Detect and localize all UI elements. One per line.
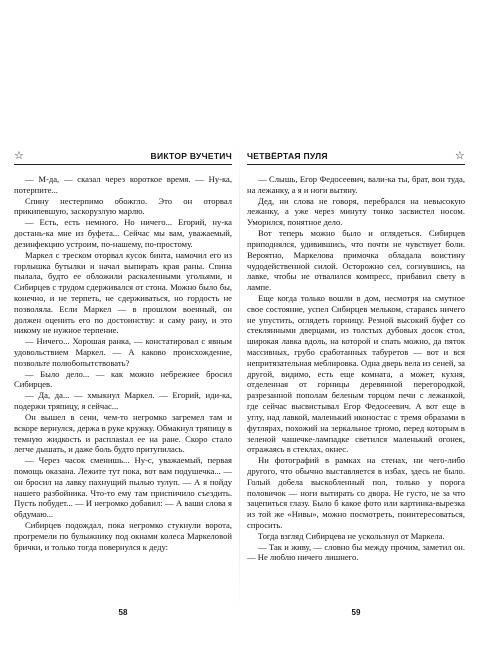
right-header-title: ЧЕТВЁРТАЯ ПУЛЯ [247, 151, 328, 161]
right-running-header [247, 150, 465, 165]
paragraph: — Через часок сменишь... Ну-с, уважаемый, первая помощь оказана. Лежите тут пока, вот вам подушечка... — он бросил на лавку пахнущий пылью тулуп. — А я пойду нашего разбойника. Что-то ему там приспичило съездить. Пусть побудет... — И негромко добавил: — А ваши слова я обдумаю... [14, 455, 232, 520]
paragraph: — Слышь, Егор Федосеевич, вали-ка ты, брат, вон туда, на лежанку, а я и ноги вытяну. [247, 174, 465, 195]
paragraph: Тогда взгляд Сибирцева не ускользнул от Маркела. [258, 530, 445, 541]
paragraph: — Так и живу, — словно бы между прочим, заметил он. — Не люблю ничего лишнего. [247, 541, 465, 563]
right-page-number: 59 [351, 608, 361, 617]
left-page-text [14, 174, 232, 599]
book-gutter [239, 140, 240, 610]
paragraph: — Было дело... — как можно небрежнее бросил Сибирцев. [14, 368, 232, 390]
paragraph: — Есть, есть немного. Но ничего... Егорий, ну-ка достань-ка мне из буфета... Сейчас мы вам, уважаемый, дезинфекцию устроим, по-нашему, по-простому. [14, 217, 232, 249]
left-page [14, 150, 232, 617]
right-page [247, 150, 465, 617]
paragraph: Маркел с треском оторвал кусок бинта, намочил его из горлышка бутылки и начал выпирать края раны. Спина пылала, будто ее обложили раскаленными угольями, и Сибирцев с трудом сдерживался от стона. Можно было бы, конечно, и не терпеть, не сдерживаться, но гордость не позволяла. Если Маркел — в прошлом военный, он должен оценить его по достоинству: и саму рану, и это никому не нужное терпение. [14, 249, 232, 336]
paragraph: Ни фотографий в рамках на стенах, ни чего-либо другого, что обычно выставляется в избах, здесь не было. Голый добела выскобленный пол, только у порога половичок — ноги вытирать со двора. Не густо, не за что зацепиться глазу. Было б какое фото или картинка-вырезка из той же «Нивы», можно посмотреть, поинтересоваться, спросить. [247, 455, 465, 530]
left-running-header [14, 150, 232, 165]
paragraph: Дед, ни слова не говоря, перебрался на невысокую лежанку, а уже через минуту тонко засвистел носом. Уморился, понятное дело. [247, 195, 465, 228]
paragraph: — Да, да... — хмыкнул Маркел. — Егорий, иди-ка, подержи тряпицу, я сейчас... [14, 390, 232, 412]
star-outline-icon: ☆ [14, 150, 25, 162]
right-page-text [247, 174, 465, 599]
paragraph: Спину нестерпимо обожгло. Это он оторвал прикипевшую, заскорузлую марлю. [14, 195, 232, 217]
paragraph: Сибирцев подождал, пока негромко стукнули ворота, прогремели по булыжнику под окнами колеса Маркеловой брички, и только тогда повернулся к деду: [14, 520, 232, 552]
paragraph: Он вышел в сени, чем-то негромко загремел там и вскоре вернулся, держа в руке кружку. Обмакнул тряпицу в темную жидкость и расплastал ее на ране. Скоро стало легче дышать, и даже боль будто притупилась. [14, 411, 232, 455]
paragraph: — М-да, — сказал через короткое время. — Ну-ка, потерпите... [14, 174, 232, 195]
left-header-title: ВИКТОР ВУЧЕТИЧ [150, 151, 232, 161]
left-page-number: 58 [118, 608, 128, 617]
paragraph: Еще когда только вошли в дом, несмотря на смутное свое состояние, успел Сибирцев мельком, стараясь ничего не упустить, оглядеть горницу. Резной высокий буфет со стеклянными дверцами, из толстых дубовых досок стол, широкая лавка вдоль, на которой и спать можно, да пяток массивных, грубо сработанных табуретов — вот и вся непритязательная меблировка. Одна дверь вела из сеней, за другой, видимо, есть еще комната, а может, кухня, отделенная от горницы деревянной перегородкой, разрезанной пополам беленым торцом печи с лежанкой, где сейчас высвистывал Егор Федосеевич. А вот еще в углу, над лавкой, маленький иконостас с тремя образами в футлярах, похожий на зеркальное трюмо, перед которым в зеленой чашечке-лампадке светился маленький огонек, отражаясь в стеклах, окнес. [247, 292, 465, 455]
star-outline-icon: ☆ [454, 150, 465, 162]
paragraph: — Ничего... Хорошая ранка, — констатировал с явным удовольствием Маркел. — А каково происхождение, позвольте полюбопытствовать? [14, 336, 232, 368]
paragraph: Вот теперь можно было и оглядеться. Сибирцев приподнялся, удивившись, что почти не чувствует боли. Вероятно, Маркелова примочка обладала воистину чудодейственной силой. Осторожно сел, согнувшись, на лавке, чтобы не отвалился компресс, прибавил свету в лампе. [247, 228, 465, 293]
